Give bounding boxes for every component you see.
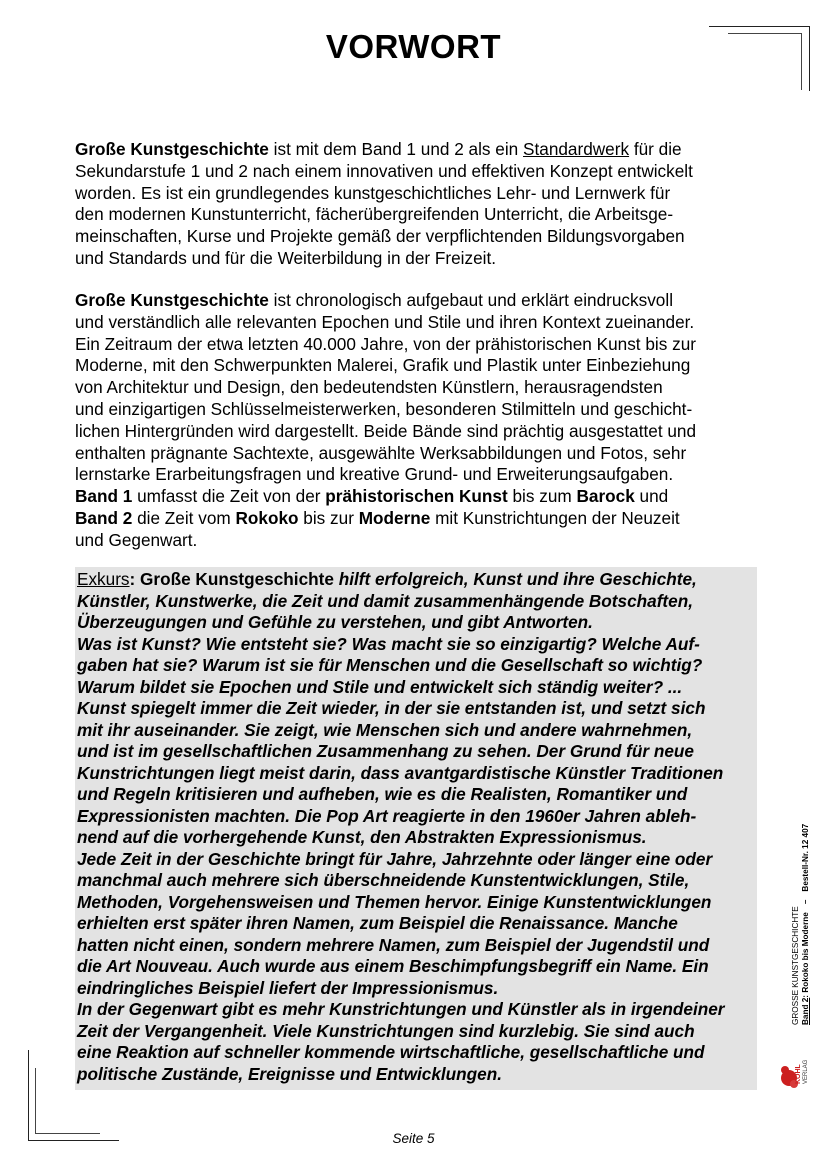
intro-paragraph-1: [75, 139, 765, 270]
exkurs-line: Was ist Kunst? Wie entsteht sie? Was macht sie so einzigartig? Welche Auf-: [77, 633, 700, 654]
side-dash: –: [801, 899, 810, 905]
p2-line-9: lernstarke Erarbeitungsfragen und kreative Grund- und Erweiterungsaufgaben.: [75, 464, 674, 485]
exkurs-line: In der Gegenwart gibt es mehr Kunstrichtungen und Künstler als in irgendeiner: [77, 999, 725, 1019]
bold-term: Band 2: [75, 507, 133, 528]
side-band-title: : Rokoko bis Moderne: [801, 912, 810, 998]
p2-line-7: lichen Hintergründen wird dargestellt. Beide Bände sind prächtig ausgestattet und: [75, 420, 697, 441]
p2-line-6: und einzigartigen Schlüsselmeisterwerken, besonderen Stilmitteln und geschicht-: [75, 398, 693, 419]
p1-line-3: worden. Es ist ein grundlegendes kunstgeschichtliches Lehr- und Lernwerk für: [75, 182, 671, 203]
text-run: und: [634, 486, 669, 507]
text-run: ist chronologisch aufgebaut und erklärt eindrucksvoll: [268, 290, 674, 310]
p1-line-1: [75, 139, 765, 161]
bold-book-title: Große Kunstgeschichte: [135, 569, 334, 589]
exkurs-line: politische Zustände, Ereignisse und Entwicklungen.: [77, 1063, 502, 1084]
exkurs-line: und Regeln kritisieren und aufheben, wie es die Realisten, Romantiker und: [77, 784, 688, 804]
side-band: Band 2: [801, 997, 810, 1025]
p2-line-3: Ein Zeitraum der etwa letzten 40.000 Jahre, von der prähistorischen Kunst bis zur: [75, 333, 696, 354]
exkurs-line: eine Reaktion auf schneller kommende wirtschaftliche, gesellschaftliche und: [77, 1042, 705, 1062]
underlined-term: Standardwerk: [523, 139, 630, 159]
exkurs-line: Methoden, Vorgehensweisen und Themen hervor. Einige Kunstentwicklungen: [77, 891, 712, 912]
bold-book-title: Große Kunstgeschichte: [75, 139, 269, 159]
side-series-title: GROSSE KUNSTGESCHICHTE: [791, 906, 800, 1025]
exkurs-colon: :: [129, 569, 136, 589]
bold-term: prähistorischen Kunst: [325, 486, 508, 507]
side-band-info: [801, 824, 811, 1025]
kohl-verlag-logo: [778, 1040, 812, 1092]
exkurs-text: [77, 569, 757, 1085]
text-run: die Zeit vom: [132, 507, 236, 528]
intro-paragraph-2: [75, 290, 765, 552]
exkurs-line: Warum bildet sie Epochen und Stile und entwickelt sich ständig weiter? ...: [77, 676, 683, 697]
exkurs-line: und ist im gesellschaftlichen Zusammenhang zu sehen. Der Grund für neue: [77, 741, 694, 761]
exkurs-line: Jede Zeit in der Geschichte bringt für Jahre, Jahrzehnte oder länger eine oder: [77, 848, 713, 869]
exkurs-line: eindringliches Beispiel liefert der Impressionismus.: [77, 977, 499, 998]
p2-line-4: Moderne, mit den Schwerpunkten Malerei, Grafik und Plastik unter Einbeziehung: [75, 355, 691, 376]
p2-line-1: [75, 290, 765, 312]
text-run: hilft erfolgreich, Kunst und ihre Geschichte,: [333, 569, 697, 589]
exkurs-line: hatten nicht einen, sondern mehrere Namen, zum Beispiel der Jugendstil und: [77, 934, 710, 955]
side-order-number: Bestell-Nr. 12 407: [801, 823, 810, 892]
page-number: Seite 5: [392, 1131, 435, 1146]
exkurs-line: mit ihr auseinander. Sie zeigt, wie Menschen sich und andere wahrnehmen,: [77, 719, 693, 740]
p2-line-8: enthalten prägnante Sachtexte, ausgewählte Werksabbildungen und Fotos, sehr: [75, 442, 687, 463]
exkurs-line: erhielten erst später ihren Namen, zum Beispiel die Renaissance. Manche: [77, 913, 678, 933]
exkurs-line: Kunstrichtungen liegt meist darin, dass avantgardistische Künstler Traditionen: [77, 762, 724, 783]
text-run: bis zur: [298, 507, 359, 528]
p1-line-2: Sekundarstufe 1 und 2 nach einem innovativen und effektiven Konzept entwickelt: [75, 160, 693, 181]
text-run: für die: [629, 139, 682, 159]
p2-line-5: von Architektur und Design, den bedeutendsten Künstlern, herausragendsten: [75, 377, 663, 398]
bold-book-title: Große Kunstgeschichte: [75, 290, 269, 310]
exkurs-line: Kunst spiegelt immer die Zeit wieder, in der sie entstanden ist, und setzt sich: [77, 698, 706, 718]
p1-line-6: und Standards und für die Weiterbildung in der Freizeit.: [75, 247, 497, 268]
bold-term: Barock: [576, 486, 635, 507]
p1-line-5: meinschaften, Kurse und Projekte gemäß der verpflichtenden Bildungsvorgaben: [75, 226, 685, 247]
text-run: bis zum: [507, 486, 577, 507]
p2-line-10: [75, 486, 765, 508]
exkurs-line: Zeit der Vergangenheit. Viele Kunstrichtungen sind kurzlebig. Sie sind auch: [77, 1020, 695, 1041]
text-run: umfasst die Zeit von der: [132, 486, 326, 507]
bold-term: Band 1: [75, 486, 133, 507]
exkurs-line: die Art Nouveau. Auch wurde aus einem Beschimpfungsbegriff ein Name. Ein: [77, 956, 709, 976]
page-title: VORWORT: [325, 28, 502, 65]
exkurs-line: nend auf die vorhergehende Kunst, den Abstrakten Expressionismus.: [77, 827, 647, 847]
side-imprint: [791, 824, 811, 1025]
logo-text-verlag: VERLAG: [803, 1059, 809, 1084]
exkurs-box: [75, 567, 757, 1090]
exkurs-line: Künstler, Kunstwerke, die Zeit und damit zusammenhängende Botschaften,: [77, 590, 693, 611]
exkurs-line: manchmal auch mehrere sich überschneidende Kunstentwicklungen, Stile,: [77, 870, 690, 890]
exkurs-line: gaben hat sie? Warum ist sie für Menschen und die Gesellschaft so wichtig?: [77, 655, 703, 675]
text-run: ist mit dem Band 1 und 2 als ein: [268, 139, 524, 159]
p1-line-4: den modernen Kunstunterricht, fächerübergreifenden Unterricht, die Arbeitsge-: [75, 204, 674, 225]
bold-term: Moderne: [358, 507, 431, 528]
p2-line-11: [75, 508, 765, 530]
p2-line-12: und Gegenwart.: [75, 529, 198, 550]
exkurs-line: Überzeugungen und Gefühle zu verstehen, und gibt Antworten.: [77, 612, 593, 632]
exkurs-label: Exkurs: [77, 569, 130, 589]
exkurs-line-1: [77, 569, 757, 591]
logo-text-kohl: KOHL: [795, 1064, 802, 1084]
bold-term: Rokoko: [235, 507, 299, 528]
exkurs-line: Expressionisten machten. Die Pop Art reagierte in den 1960er Jahren ableh-: [77, 805, 697, 826]
p2-line-2: und verständlich alle relevanten Epochen und Stile und ihren Kontext zueinander.: [75, 311, 695, 332]
text-run: mit Kunstrichtungen der Neuzeit: [430, 507, 680, 528]
